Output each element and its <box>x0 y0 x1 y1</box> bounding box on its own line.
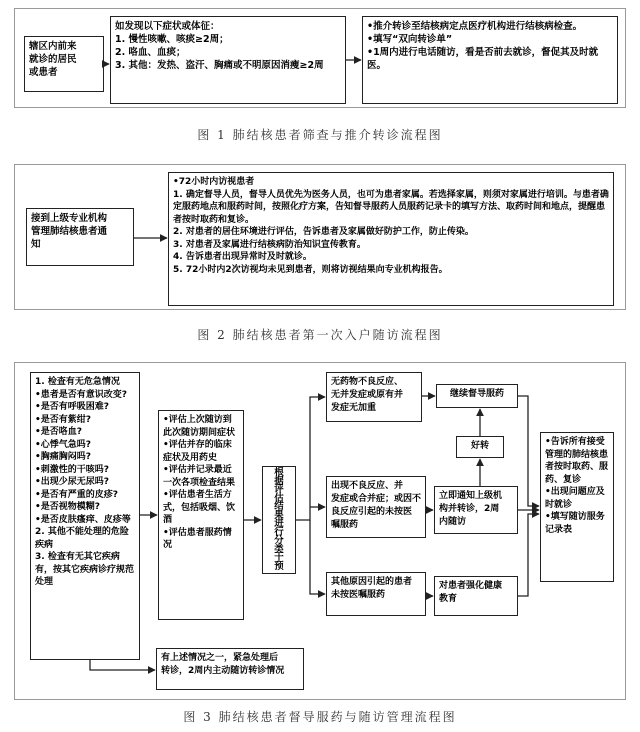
fig3-check-line: •是否有严重的皮疹? <box>35 489 118 500</box>
fig1-caption: 图 1 肺结核患者筛查与推介转诊流程图 <box>197 128 443 142</box>
fig3-check-line: •患者是否有意识改变? <box>35 389 127 400</box>
fig3-emergency-line: 有上述情况之一，紧急处理后 <box>161 653 279 663</box>
fig3-classify-char: 分 <box>274 535 284 546</box>
fig3-check-line: 1. 检查有无危急情况 <box>35 377 120 387</box>
fig3-check-line: •是否皮肤瘙痒、皮疹等 <box>35 514 131 525</box>
fig3-continue-box <box>436 384 518 408</box>
fig3-check-line: •是否有呼吸困难? <box>35 402 109 412</box>
fig3-emergency-box <box>156 648 304 690</box>
fig3-adverse-line: 良反应引起的未按医 <box>331 507 413 517</box>
fig1-symptoms-line: 如发现以下症状或体征： <box>115 21 220 32</box>
fig3-evaluate-line: •评估患者服药情况 <box>163 527 232 550</box>
fig2-visit-box <box>168 172 614 306</box>
fig1-referral-line: •填写“双向转诊单” <box>367 34 453 45</box>
fig3-continue-line: 继续督导服药 <box>449 389 504 399</box>
fig3-classify-char: 结 <box>274 501 284 512</box>
fig1-symptoms-line: 3. 其他：发热、盗汗、胸痛或不明原因消瘦≥2周 <box>115 60 324 71</box>
fig3-classify-char: 进 <box>274 518 284 529</box>
fig1-referral-box <box>362 16 618 104</box>
fig3-caption: 图 3 肺结核患者督导服药与随访管理流程图 <box>183 710 457 724</box>
fig2-visit-line: 5. 72小时内2次访视均未见到患者，则将访视结果向专业机构报告。 <box>173 264 448 275</box>
fig3-adverse-line: 发症或合并症；或因不 <box>331 494 422 504</box>
fig3-other-reason-line: 未按医嘱服药 <box>331 590 386 600</box>
fig2-notify-line: 知 <box>31 239 41 250</box>
fig1-referral-line: •1周内进行电话随访，看是否前去就诊，督促其及时就医。 <box>367 47 599 71</box>
fig3-refer-line: 构并转诊，2周 <box>439 504 500 514</box>
fig1-residents-line: 辖区内前来 <box>29 41 77 52</box>
fig3-evaluate-line: •评估患者生活方式，包括吸烟、饮酒 <box>163 490 236 525</box>
fig2-visit-line: 2. 对患者的居住环境进行评估，告诉患者及家属做好防护工作，防止传染。 <box>173 227 474 237</box>
fig3-check-line: •是否有紫绀? <box>35 414 91 425</box>
fig3-evaluate-line: •评估上次随访到此次随访期间症状 <box>163 415 236 438</box>
fig3-education-line: 对患者强化健康 <box>439 581 503 591</box>
fig3-no-reaction-line: 发症无加重 <box>331 403 377 413</box>
fig1-residents-line: 就诊的居民 <box>29 54 77 65</box>
fig1-residents-box <box>24 36 104 92</box>
fig1-referral-line: •推介转诊至结核病定点医疗机构进行结核病检查。 <box>367 21 583 32</box>
fig3-inform-line: •出现问题应及时就诊 <box>545 487 605 510</box>
fig2-visit-line: •72小时内访视患者 <box>173 177 255 187</box>
fig3-no-reaction-box <box>326 372 422 422</box>
fig3-classify-char: 干 <box>274 552 284 563</box>
fig3-check-line: •出现少尿无尿吗? <box>35 477 109 487</box>
fig3-check-line: 3. 检查有无其它疾病有，按其它疾病诊疗规范处理 <box>35 552 135 587</box>
fig2-visit-line: 4. 告诉患者出现异常时及时就诊。 <box>173 252 312 262</box>
fig3-classify-char: 估 <box>274 492 284 504</box>
fig3-check-line: •是否视物模糊? <box>35 502 100 512</box>
fig3-education-line: 教育 <box>439 594 458 604</box>
fig1-symptoms-line: 2. 咯血、血痰； <box>115 47 186 58</box>
fig1-symptoms-box <box>110 16 346 104</box>
fig3-evaluate-line: •评估并存的临床症状及用药史 <box>163 440 232 463</box>
fig3-classify-char: 据 <box>274 475 284 487</box>
fig2-notify-box <box>26 208 134 266</box>
fig1-residents-line: 或患者 <box>29 67 58 78</box>
fig3-other-reason-box <box>326 572 426 616</box>
fig1-symptoms-line: 1. 慢性咳嗽、咳痰≥2周； <box>115 34 229 45</box>
fig3-no-reaction-line: 无并发症或原有并 <box>331 390 404 400</box>
fig2-visit-line: 1. 确定督导人员，督导人员优先为医务人员，也可为患者家属。若选择家属，则须对家属进行培训。与患者确定服药地点和服药时间，按照化疗方案，告知督导服药人员服药记录卡的填写方法、取药时间和地点，提醒患者按时取药和复诊。 <box>173 189 609 225</box>
fig3-classify-box <box>262 466 296 574</box>
fig3-check-line: •胸痛胸闷吗? <box>35 452 91 462</box>
fig3-classify-char: 类 <box>274 543 284 555</box>
fig3-classify-char: 果 <box>274 509 284 521</box>
fig3-check-line: 2. 其他不能处理的危险疾病 <box>35 527 129 550</box>
fig3-better-box <box>456 436 504 458</box>
fig3-adverse-box <box>326 476 426 538</box>
fig2-notify-line: 接到上级专业机构 <box>31 213 108 224</box>
fig3-classify-char: 评 <box>274 484 284 495</box>
fig2-caption: 图 2 肺结核患者第一次入户随访流程图 <box>197 328 443 342</box>
fig2-visit-line: 3. 对患者及家属进行结核病防治知识宣传教育。 <box>173 239 366 250</box>
fig3-emergency-line: 转诊，2周内主动随访转诊情况 <box>161 666 285 676</box>
fig3-check-line: •刺激性的干咳吗? <box>35 464 109 475</box>
fig3-inform-box <box>540 432 614 582</box>
fig3-other-reason-line: 其他原因引起的患者 <box>331 577 413 587</box>
fig3-education-box <box>434 576 518 616</box>
fig3-adverse-line: 出现不良反应、并 <box>331 481 404 491</box>
fig3-classify-char: 根 <box>274 467 284 478</box>
fig3-check-line: •心悸气急吗? <box>35 439 91 450</box>
fig3-inform-line: •填写随访服务记录表 <box>545 512 605 535</box>
fig3-adverse-line: 嘱服药 <box>331 520 359 530</box>
fig3-refer-box <box>434 486 518 534</box>
fig3-check-box <box>30 372 140 660</box>
fig3-evaluate-box <box>158 410 244 620</box>
fig3-inform-line: •告诉所有接受管理的肺结核患者按时取药、服药、复诊 <box>545 437 609 485</box>
fig3-check-line: •是否咯血? <box>35 427 82 437</box>
fig3-refer-line: 立即通知上级机 <box>439 491 503 501</box>
fig3-refer-line: 内随访 <box>439 517 467 527</box>
fig3-evaluate-line: •评估并记录最近一次各项检查结果 <box>163 465 236 488</box>
fig3-better-line: 好转 <box>470 441 489 451</box>
fig2-notify-line: 管理肺结核患者通 <box>31 226 108 237</box>
fig3-classify-char: 行 <box>274 526 284 538</box>
fig3-classify-char: 预 <box>274 560 284 572</box>
fig3-no-reaction-line: 无药物不良反应、 <box>331 377 404 387</box>
